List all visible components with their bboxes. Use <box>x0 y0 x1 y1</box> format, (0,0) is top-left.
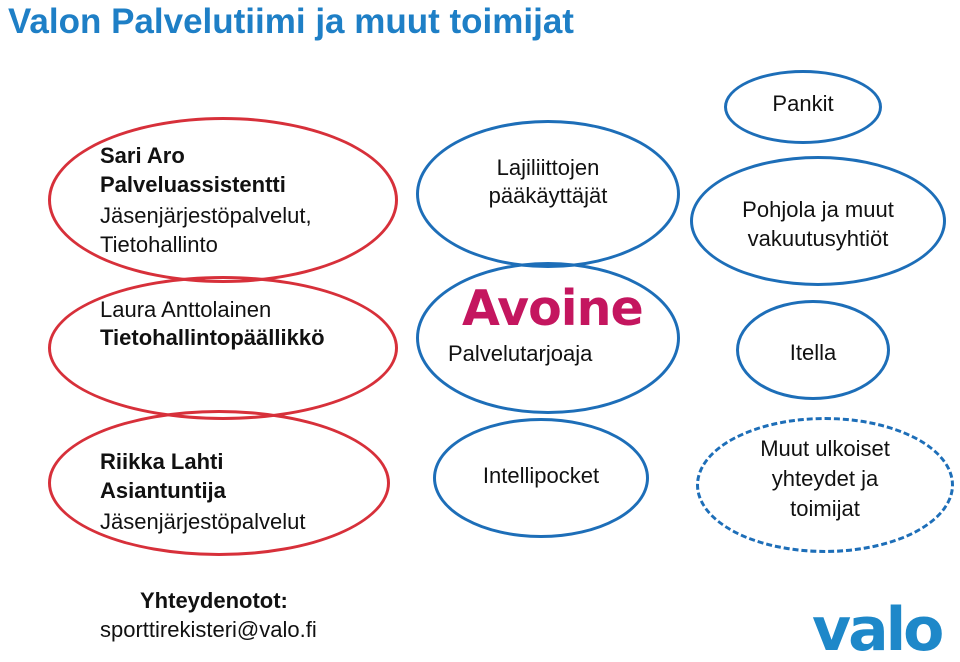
person-role-riikka: Asiantuntija <box>100 478 226 503</box>
contact-email[interactable]: sporttirekisteri@valo.fi <box>100 617 317 642</box>
valo-logo <box>812 598 952 656</box>
person-unit-sari-line1: Jäsenjärjestöpalvelut, <box>100 203 312 228</box>
intellipocket-label: Intellipocket <box>482 463 600 488</box>
person-unit-riikka: Jäsenjärjestöpalvelut <box>100 509 306 534</box>
muut-line3: toimijat <box>790 496 860 521</box>
lajiliitot-line2: pääkäyttäjät <box>488 183 608 208</box>
contact-label: Yhteydenotot: <box>140 588 288 613</box>
muut-line2: yhteydet ja <box>771 466 879 491</box>
person-role-laura: Tietohallintopäällikkö <box>100 325 325 350</box>
person-name-riikka: Riikka Lahti <box>100 449 224 474</box>
pohjola-line1: Pohjola ja muut <box>742 197 894 222</box>
itella-label: Itella <box>789 340 837 365</box>
page-title: Valon Palvelutiimi ja muut toimijat <box>8 2 574 41</box>
person-role-sari: Palveluassistentti <box>100 172 286 197</box>
person-ellipse-sari <box>48 117 398 283</box>
pankit-label: Pankit <box>772 91 834 116</box>
muut-line1: Muut ulkoiset <box>760 436 890 461</box>
lajiliitot-line1: Lajiliittojen <box>496 155 600 180</box>
avoine-logo: Avoine <box>462 280 643 337</box>
palvelutarjoaja-label: Palvelutarjoaja <box>448 341 593 366</box>
person-unit-sari-line2: Tietohallinto <box>100 232 218 257</box>
valo-logo-text: valo <box>812 598 942 656</box>
person-name-sari: Sari Aro <box>100 143 185 168</box>
pohjola-line2: vakuutusyhtiöt <box>747 226 889 251</box>
person-name-laura: Laura Anttolainen <box>100 297 272 322</box>
